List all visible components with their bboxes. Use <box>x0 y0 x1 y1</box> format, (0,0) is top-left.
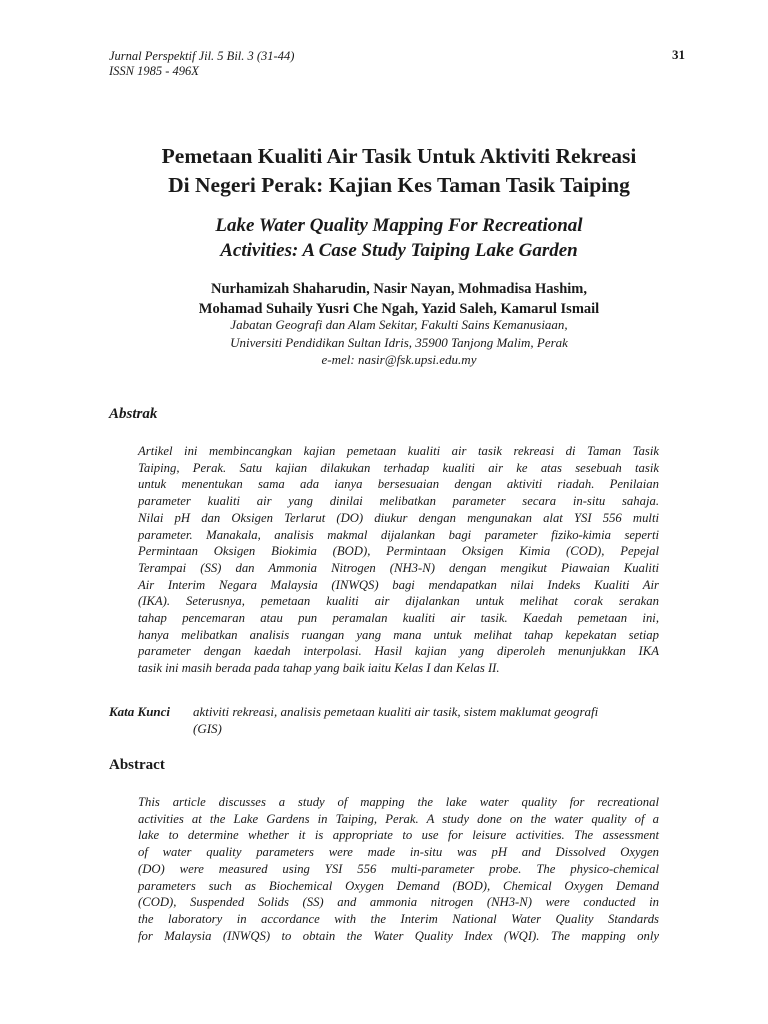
journal-issn: ISSN 1985 - 496X <box>109 64 199 78</box>
paper-subtitle-line: Activities: A Case Study Taiping Lake Garden <box>220 240 578 261</box>
affiliation <box>60 316 738 369</box>
abstrak-line: Artikel ini membincangkan kajian pemetaan kualiti air tasik rekreasi di Taman Tasik <box>138 444 659 458</box>
abstrak-line: Taiping, Perak. Satu kajian dilakukan terhadap kualiti air ke atas sesebuah tasik <box>138 460 659 475</box>
abstrak-line: tahap pencemaran atau pun peramalan kualiti air tasik. Kaedah pemetaan ini, <box>138 611 659 626</box>
keywords-text <box>193 703 689 737</box>
author-email: e-mel: nasir@fsk.upsi.edu.my <box>321 352 477 367</box>
abstrak-line: parameter dengan kaedah interpolasi. Hasil kajian yang diperoleh menunjukkan IKA <box>138 644 659 659</box>
abstrak-line: parameter. Manakala, analisis makmal dijalankan bagi parameter fiziko-kimia seperti <box>138 527 659 542</box>
abstract-line: of water quality parameters were made in-situ was pH and Dissolved Oxygen <box>138 845 659 860</box>
abstrak-line: tasik ini masih berada pada tahap yang baik iaitu Kelas I dan Kelas II. <box>138 661 500 676</box>
abstrak-line: parameter kualiti air yang dinilai melibatkan parameter secara in-situ sahaja. <box>138 494 659 509</box>
abstract-line: (COD), Suspended Solids (SS) and ammonia nitrogen (NH3-N) were conducted in <box>138 895 659 910</box>
abstrak-line: untuk menentukan sama ada ianya bersesuaian dengan aktiviti riadah. Penilaian <box>138 477 659 492</box>
affiliation-line: Universiti Pendidikan Sultan Idris, 35900 Tanjong Malim, Perak <box>230 334 568 350</box>
paper-subtitle <box>60 213 738 263</box>
page-number: 31 <box>672 47 685 62</box>
abstract-body <box>138 794 659 944</box>
abstract-line: lake to determine whether it is appropriate to use for leisure activities. The assessment <box>138 828 659 843</box>
abstrak-line: Permintaan Oksigen Biokimia (BOD), Permintaan Oksigen Kimia (COD), Pepejal <box>138 544 659 559</box>
paper-title <box>60 142 738 200</box>
abstract-line: activities at the Lake Gardens in Taiping, Perak. A study done on the water quality of a <box>138 811 659 826</box>
abstract-heading: Abstract <box>109 757 165 773</box>
affiliation-line: Jabatan Geografi dan Alam Sekitar, Fakulti Sains Kemanusiaan, <box>230 317 568 332</box>
abstract-line: for Malaysia (INWQS) to obtain the Water Quality Index (WQI). The mapping only <box>138 928 659 943</box>
keywords-line: (GIS) <box>193 721 222 736</box>
journal-citation: Jurnal Perspektif Jil. 5 Bil. 3 (31-44) <box>109 49 295 63</box>
abstrak-line: hanya melibatkan analisis ruangan yang mana untuk melihat tahap kepekatan setiap <box>138 627 659 642</box>
author-list <box>60 279 738 319</box>
abstrak-body <box>138 443 659 677</box>
abstract-line: parameters such as Biochemical Oxygen Demand (BOD), Chemical Oxygen Demand <box>138 878 659 893</box>
keywords-label: Kata Kunci <box>109 704 171 719</box>
paper-subtitle-line: Lake Water Quality Mapping For Recreational <box>215 215 583 236</box>
abstrak-line: Terampai (SS) dan Ammonia Nitrogen (NH3-N) dengan mengikut Piawaian Kualiti <box>138 560 659 575</box>
abstrak-line: Air Interim Negara Malaysia (INWQS) bagi mendapatkan nilai Indeks Kualiti Air <box>138 577 659 592</box>
journal-header <box>109 49 294 79</box>
keywords-line: aktiviti rekreasi, analisis pemetaan kualiti air tasik, sistem maklumat geografi <box>193 704 599 719</box>
abstract-line: the laboratory in accordance with the Interim National Water Quality Standards <box>138 911 659 926</box>
abstrak-heading: Abstrak <box>109 406 158 422</box>
abstrak-line: Nilai pH dan Oksigen Terlarut (DO) diukur dengan mengunakan alat YSI 556 multi <box>138 510 659 525</box>
abstract-line: (DO) were measured using YSI 556 multi-parameter probe. The physico-chemical <box>138 861 659 876</box>
abstract-line: This article discusses a study of mapping the lake water quality for recreational <box>138 795 659 809</box>
paper-title-line: Di Negeri Perak: Kajian Kes Taman Tasik Taiping <box>168 173 630 197</box>
paper-title-line: Pemetaan Kualiti Air Tasik Untuk Aktiviti Rekreasi <box>161 144 637 168</box>
author-line: Nurhamizah Shaharudin, Nasir Nayan, Mohmadisa Hashim, <box>210 281 587 297</box>
abstrak-line: (IKA). Seterusnya, pemetaan kualiti air dijalankan untuk melihat corak serakan <box>138 594 659 609</box>
author-line: Mohamad Suhaily Yusri Che Ngah, Yazid Saleh, Kamarul Ismail <box>198 301 600 317</box>
